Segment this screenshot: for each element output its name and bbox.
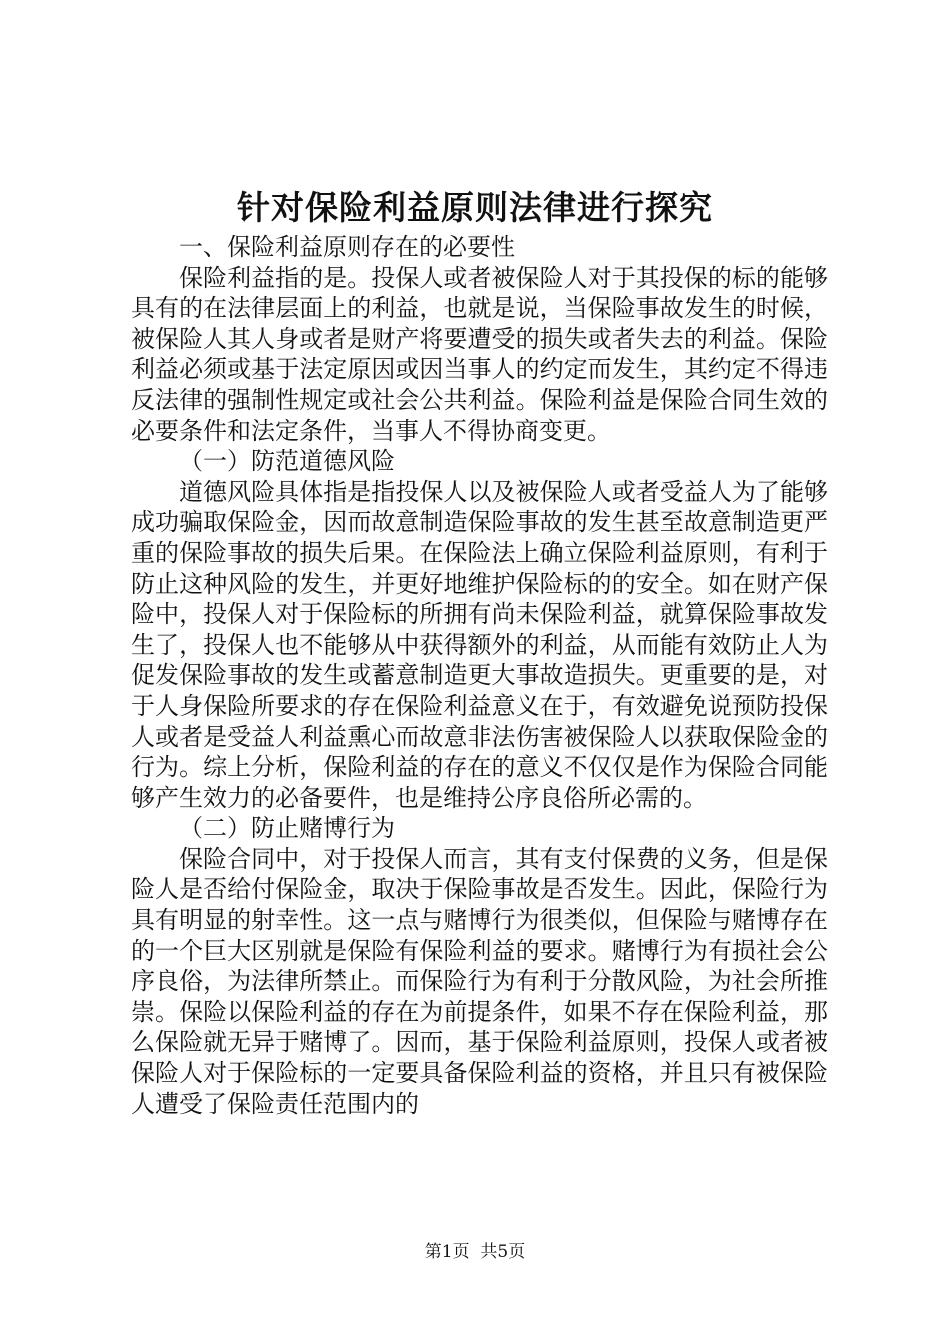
section-heading: （一）防范道德风险 <box>179 447 395 476</box>
page-footer <box>0 1240 950 1264</box>
section-heading: （二）防止赌博行为 <box>179 814 395 843</box>
section-heading: 一、保险利益原则存在的必要性 <box>179 233 515 261</box>
page-total: 共5页 <box>480 1242 526 1262</box>
paragraph: 保险利益指的是。投保人或者被保险人对于其投保的标的能够具有的在法律层面上的利益，也就是说，当保险事故发生的时候，被保险人其人身或者是财产将要遭受的损失或者失去的利益。保险利益必须或基于法定原因或因当事人的约定而发生，其约定不得违反法律的强制性规定或社会公共利益。保险利益是保险合同生效的必要条件和法定条件，当事人不得协商变更。 <box>131 263 828 445</box>
paragraph: 道德风险具体指是指投保人以及被保险人或者受益人为了能够成功骗取保险金，因而故意制造保险事故的发生甚至故意制造更严重的保险事故的损失后果。在保险法上确立保险利益原则，有利于防止这种风险的发生，并更好地维护保险标的的安全。如在财产保险中，投保人对于保险标的所拥有尚未保险利益，就算保险事故发生了，投保人也不能够从中获得额外的利益，从而能有效防止人为促发保险事故的发生或蓄意制造更大事故造损失。更重要的是，对于人身保险所要求的存在保险利益意义在于，有效避免说预防投保人或者是受益人利益熏心而故意非法伤害被保险人以获取保险金的行为。综上分析，保险利益的存在的意义不仅仅是作为保险合同能够产生效力的必备要件，也是维持公序良俗所必需的。 <box>131 477 828 812</box>
page-number: 第1页 <box>424 1242 470 1262</box>
document-title: 针对保险利益原则法律进行探究 <box>237 188 713 227</box>
paragraph: 保险合同中，对于投保人而言，其有支付保费的义务，但是保险人是否给付保险金，取决于保险事故是否发生。因此，保险行为具有明显的射幸性。这一点与赌博行为很类似，但保险与赌博存在的一个巨大区别就是保险有保险利益的要求。赌博行为有损社会公序良俗，为法律所禁止。而保险行为有利于分散风险，为社会所推崇。保险以保险利益的存在为前提条件，如果不存在保险利益，那么保险就无异于赌博了。因而，基于保险利益原则，投保人或者被保险人对于保险标的一定要具备保险利益的资格，并且只有被保险人遭受了保险责任范围内的 <box>131 844 828 1118</box>
document-body <box>131 232 828 1119</box>
